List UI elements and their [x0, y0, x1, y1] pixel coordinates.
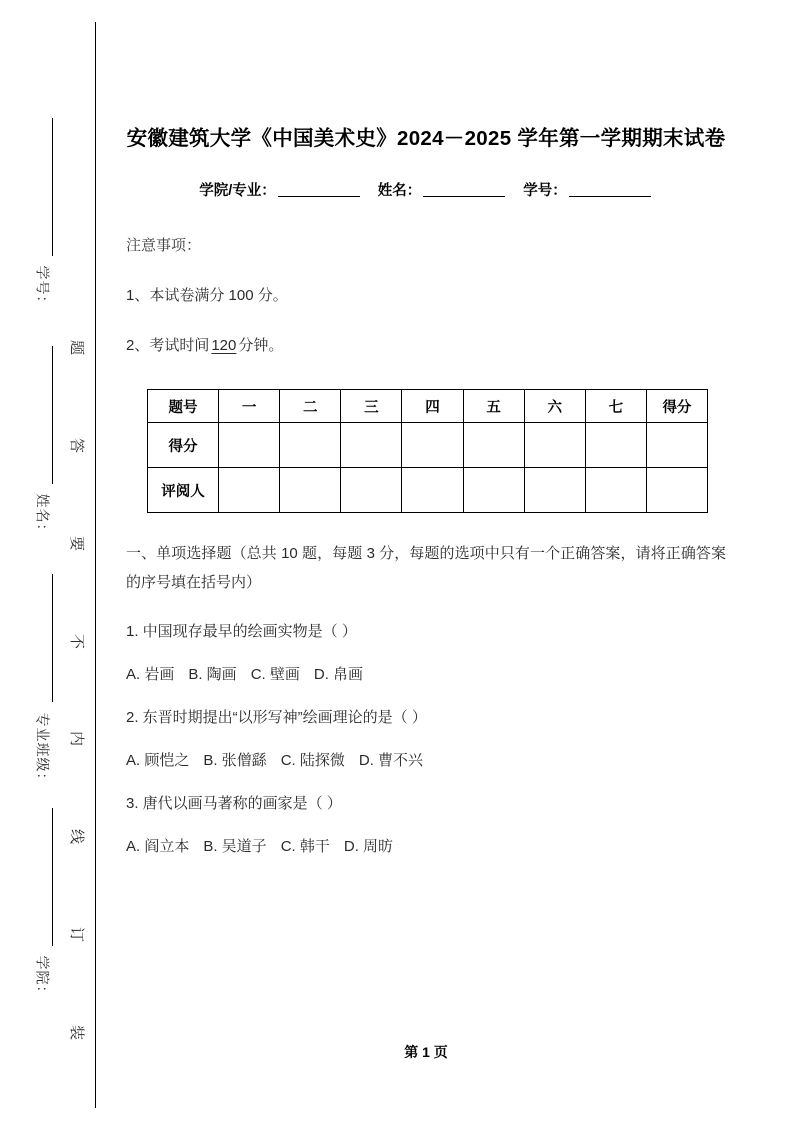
score-table: [147, 389, 708, 513]
score-table-header-cell: 四: [402, 390, 463, 423]
binding-line: [95, 22, 96, 1108]
score-cell[interactable]: [646, 468, 707, 513]
seal-char: 订: [68, 927, 86, 943]
score-cell[interactable]: [341, 468, 402, 513]
page-number-footer: 第 1 页: [404, 1044, 448, 1060]
seal-char: 要: [68, 535, 86, 551]
margin-field-name[interactable]: [22, 346, 62, 539]
score-row-label: 得分: [148, 423, 219, 468]
duration-prefix: 2、考试时间: [126, 337, 210, 355]
option[interactable]: B. 张僧繇: [203, 751, 267, 769]
college-major-label: 学院/专业：: [199, 183, 276, 200]
option[interactable]: C. 陆探微: [280, 751, 345, 769]
notice-heading: 注意事项：: [126, 237, 202, 255]
option[interactable]: A. 阎立本: [126, 837, 190, 855]
score-cell[interactable]: [524, 423, 585, 468]
section-one-heading: 一、单项选择题（总共 10 题，每题 3 分，每题的选项中只有一个正确答案，请将正确答案的序号填在括号内）: [126, 545, 726, 592]
score-cell[interactable]: [585, 468, 646, 513]
option[interactable]: B. 吴道子: [203, 837, 267, 855]
score-cell[interactable]: [402, 423, 463, 468]
college-major-blank[interactable]: [278, 196, 360, 197]
seal-char: 装: [68, 1024, 86, 1040]
table-row-header: [148, 390, 708, 423]
margin-field-label: 专业班级：: [34, 712, 50, 788]
score-table-header-cell: 七: [585, 390, 646, 423]
option[interactable]: A. 顾恺之: [126, 751, 190, 769]
score-cell[interactable]: [280, 423, 341, 468]
seal-char: 答: [68, 437, 86, 453]
margin-field-student-id[interactable]: [22, 118, 62, 311]
margin-blank-rule[interactable]: [52, 808, 53, 946]
margin-field-label: 姓名：: [34, 493, 50, 539]
score-table-header-cell: 三: [341, 390, 402, 423]
option[interactable]: D. 帛画: [313, 665, 364, 683]
question-options-3: [126, 835, 726, 856]
page-title: 安徽建筑大学《中国美术史》2024－2025 学年第一学期期末试卷: [126, 127, 726, 150]
question-options-1: [126, 663, 726, 684]
score-cell[interactable]: [524, 468, 585, 513]
seal-char: 题: [68, 339, 86, 356]
score-cell[interactable]: [646, 423, 707, 468]
score-cell[interactable]: [585, 423, 646, 468]
student-id-label: 学号：: [523, 183, 567, 200]
name-label: 姓名：: [377, 183, 422, 200]
seal-char: 不: [68, 633, 86, 649]
margin-field-class[interactable]: [22, 574, 62, 788]
seal-char: 线: [68, 829, 86, 845]
margin-field-college[interactable]: [22, 808, 62, 1001]
duration-suffix: 分钟。: [238, 337, 284, 355]
score-table-header-cell: 二: [280, 390, 341, 423]
score-cell[interactable]: [280, 468, 341, 513]
score-table-header-cell: 得分: [646, 390, 707, 423]
score-cell[interactable]: [341, 423, 402, 468]
score-table-header-cell: 一: [219, 390, 280, 423]
margin-blank-rule[interactable]: [52, 346, 53, 484]
option[interactable]: A. 岩画: [126, 665, 175, 683]
score-cell[interactable]: [402, 468, 463, 513]
score-cell[interactable]: [463, 468, 524, 513]
name-blank[interactable]: [423, 196, 505, 197]
score-row-label: 评阅人: [148, 468, 219, 513]
option[interactable]: D. 周昉: [343, 837, 394, 855]
option[interactable]: C. 韩干: [280, 837, 330, 855]
notice-item-total-score: 1、本试卷满分 100 分。: [126, 287, 288, 305]
margin-field-label: 学号：: [34, 265, 50, 311]
seal-warning-column: [62, 340, 92, 1040]
seal-char: 内: [68, 731, 86, 747]
table-row: [148, 468, 708, 513]
option[interactable]: D. 曹不兴: [358, 751, 424, 769]
score-table-header-cell: 五: [463, 390, 524, 423]
exam-content: [126, 0, 726, 856]
question-stem-1: 1. 中国现存最早的绘画实物是（ ）: [126, 622, 357, 640]
question-stem-3: 3. 唐代以画马著称的画家是（ ）: [126, 794, 342, 812]
identity-line: [126, 179, 726, 200]
score-cell[interactable]: [219, 423, 280, 468]
option[interactable]: C. 壁画: [250, 665, 300, 683]
option[interactable]: B. 陶画: [188, 665, 237, 683]
question-options-2: [126, 749, 726, 770]
notice-item-duration: [126, 334, 726, 355]
margin-blank-rule[interactable]: [52, 574, 53, 702]
question-stem-2: 2. 东晋时期提出“以形写神”绘画理论的是（ ）: [126, 708, 427, 726]
margin-info-column: [22, 118, 62, 1048]
table-row: [148, 423, 708, 468]
score-cell[interactable]: [463, 423, 524, 468]
score-cell[interactable]: [219, 468, 280, 513]
duration-value: 120: [211, 337, 237, 355]
score-table-header-cell: 六: [524, 390, 585, 423]
student-id-blank[interactable]: [569, 196, 651, 197]
margin-field-label: 学院：: [34, 955, 50, 1001]
score-table-header-cell: 题号: [148, 390, 219, 423]
margin-blank-rule[interactable]: [52, 118, 53, 256]
